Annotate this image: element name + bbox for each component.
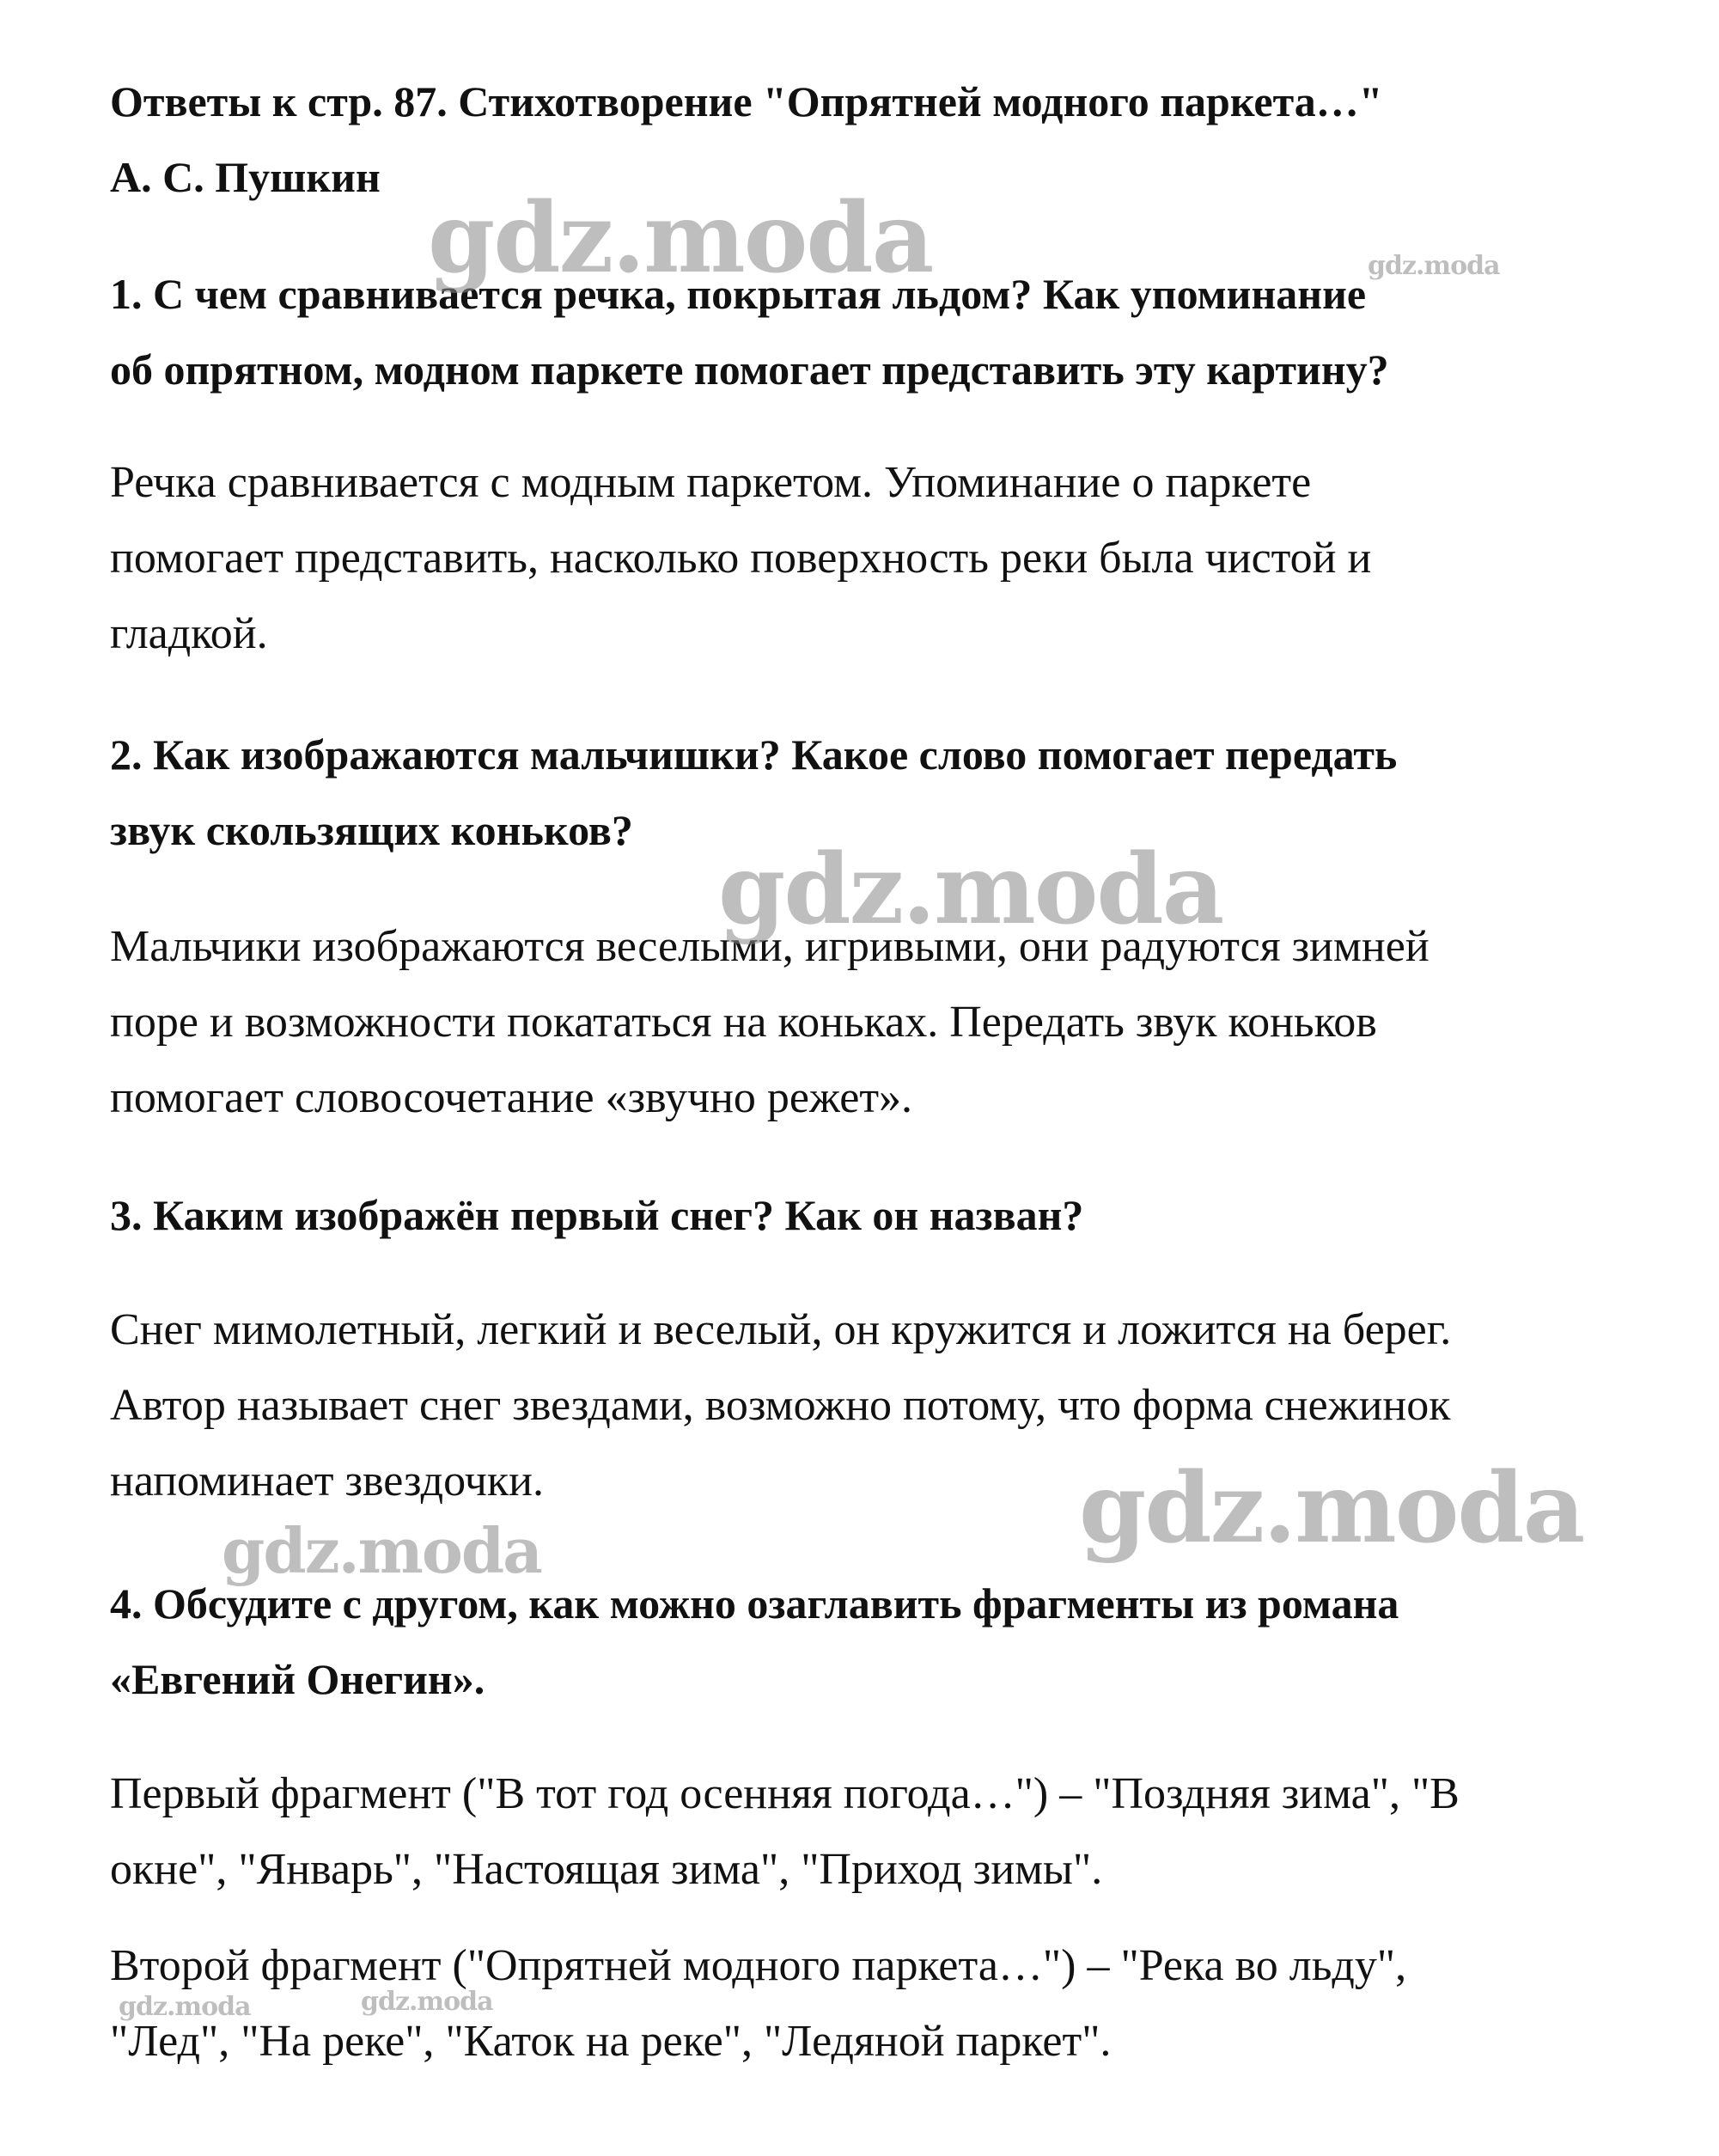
title-line-2: А. С. Пушкин [110, 153, 381, 201]
answer-1-line-2: помогает представить, насколько поверхность реки была чистой и [110, 534, 1372, 583]
answer-2 [110, 909, 1656, 1136]
watermark-logo: gdz.moda [718, 834, 1223, 946]
answer-2-line-1: Мальчики изображаются веселыми, игривыми, они радуются зимней [110, 922, 1429, 971]
question-1 [110, 256, 1656, 407]
answer-4-part-1-line-2: окне", "Январь", "Настоящая зима", "Приход зимы". [110, 1845, 1103, 1894]
answer-2-line-3: помогает словосочетание «звучно режет». [110, 1073, 913, 1122]
question-2-line-1: 2. Как изображаются мальчишки? Какое слово помогает передать [110, 730, 1398, 779]
answer-1-line-3: гладкой. [110, 609, 268, 658]
page-title [110, 64, 1656, 215]
question-2 [110, 717, 1656, 868]
answer-4-part-1 [110, 1756, 1656, 1908]
watermark-logo: gdz.moda [1368, 251, 1500, 281]
question-3-line-1: 3. Каким изображён первый снег? Как он назван? [110, 1191, 1084, 1239]
watermark-logo: gdz.moda [361, 1987, 493, 2017]
answer-2-line-2: поре и возможности покататься на коньках. Передать звук коньков [110, 998, 1377, 1047]
question-2-line-2: звук скользящих коньков? [110, 806, 633, 854]
watermark-logo: gdz.moda [1079, 1452, 1584, 1565]
answer-4-part-1-line-1: Первый фрагмент ("В тот год осенняя погода…") – "Поздняя зима", "В [110, 1769, 1460, 1818]
watermark-logo: gdz.moda [222, 1514, 541, 1587]
question-1-line-2: об опрятном, модном паркете помогает представить эту картину? [110, 345, 1389, 394]
answer-3 [110, 1292, 1656, 1519]
answer-4-part-2-line-1: Второй фрагмент ("Опрятней модного паркета…") – "Река во льду", [110, 1941, 1407, 1990]
question-4 [110, 1566, 1656, 1717]
question-1-line-1: 1. С чем сравнивается речка, покрытая льдом? Как упоминание [110, 270, 1367, 318]
answer-3-line-1: Снег мимолетный, легкий и веселый, он кружится и ложится на берег. [110, 1305, 1452, 1354]
answer-4-part-2-line-2: "Лед", "На реке", "Каток на реке", "Ледяной паркет". [110, 2017, 1112, 2066]
answer-1 [110, 445, 1656, 672]
title-line-1: Ответы к стр. 87. Стихотворение "Опрятней модного паркета…" [110, 77, 1383, 125]
answer-4-part-2 [110, 1928, 1656, 2080]
answer-1-line-1: Речка сравнивается с модным паркетом. Упоминание о паркете [110, 458, 1312, 507]
answer-3-line-2: Автор называет снег звездами, возможно потому, что форма снежинок [110, 1381, 1451, 1430]
question-4-line-2: «Евгений Онегин». [110, 1655, 485, 1703]
watermark-logo: gdz.moda [428, 182, 933, 295]
question-3 [110, 1177, 1656, 1253]
watermark-logo: gdz.moda [119, 1992, 251, 2022]
question-4-line-1: 4. Обсудите с другом, как можно озаглавить фрагменты из романа [110, 1579, 1399, 1628]
answer-3-line-3: напоминает звездочки. [110, 1457, 544, 1506]
